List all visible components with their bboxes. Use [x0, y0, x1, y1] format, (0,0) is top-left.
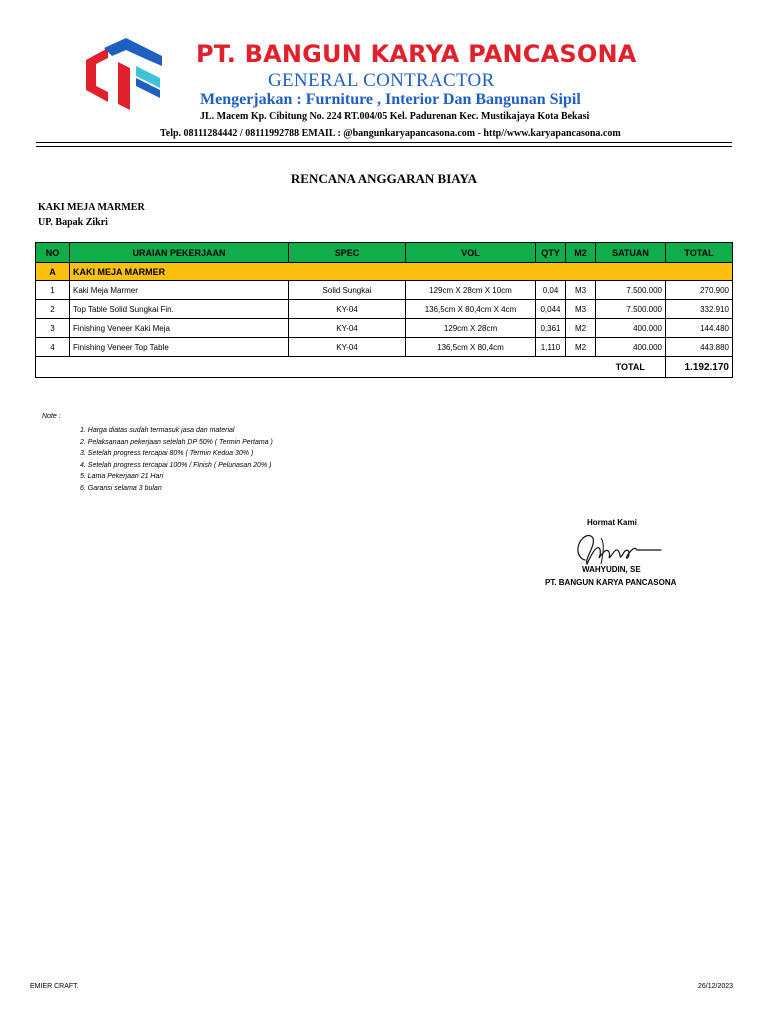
footer-date: 26/12/2023: [698, 983, 734, 990]
total-blank: [36, 357, 566, 378]
footer-brand: EMIER CRAFT.: [30, 983, 79, 990]
cell-total: 443.880: [666, 338, 733, 357]
total-spacer: [566, 357, 596, 378]
cell-unit: M2: [566, 319, 596, 338]
cell-unit: M2: [566, 338, 596, 357]
section-code: A: [36, 263, 70, 281]
recipient: UP. Bapak Zikri: [38, 217, 108, 228]
header-unit: M2: [566, 243, 596, 263]
cell-qty: 1,110: [536, 338, 566, 357]
closing-text: Hormat Kami: [587, 518, 637, 527]
cell-item: Top Table Solid Sungkai Fin.: [70, 300, 289, 319]
note-item: 6. Garansi selama 3 bulan: [80, 484, 162, 492]
cell-item: Kaki Meja Marmer: [70, 281, 289, 300]
note-item: 3. Setelah progress tercapai 80% ( Termin Kedua 30% ): [80, 450, 254, 458]
section-title: KAKI MEJA MARMER: [70, 263, 733, 281]
cost-table: [35, 242, 732, 378]
header-no: NO: [36, 243, 70, 263]
company-address: JL. Macem Kp. Cibitung No. 224 RT.004/05 Kel. Padurenan Kec. Mustikajaya Kota Bekasi: [200, 111, 590, 122]
cell-total: 144.480: [666, 319, 733, 338]
signer-name: WAHYUDIN, SE: [582, 565, 641, 574]
cell-no: 2: [36, 300, 70, 319]
cell-spec: KY-04: [289, 338, 406, 357]
company-name: PT. BANGUN KARYA PANCASONA: [196, 40, 637, 68]
cell-item: Finishing Veneer Top Table: [70, 338, 289, 357]
note-item: 2. Pelaksanaan pekerjaan setelah DP 50% ( Termin Pertama ): [80, 438, 273, 446]
total-value: 1.192.170: [666, 357, 733, 378]
note-item: 5. Lama Pekerjaan 21 Hari: [80, 473, 164, 481]
header-rule: [36, 142, 732, 143]
cell-qty: 0,044: [536, 300, 566, 319]
table-row: [36, 300, 733, 319]
document-title: RENCANA ANGGARAN BIAYA: [290, 171, 478, 186]
header-total: TOTAL: [666, 243, 733, 263]
note-item: 4. Setelah progress tercapai 100% / Finish ( Pelunasan 20% ): [80, 461, 272, 469]
cell-no: 1: [36, 281, 70, 300]
cell-vol: 129cm X 28cm: [406, 319, 536, 338]
cell-unit: M3: [566, 300, 596, 319]
handwritten-signature: [571, 530, 663, 568]
note-item: 1. Harga diatas sudah termasuk jasa dan material: [80, 427, 235, 434]
table-header-row: [36, 243, 733, 263]
cell-total: 332.910: [666, 300, 733, 319]
cell-no: 4: [36, 338, 70, 357]
company-logo: [82, 38, 164, 110]
cell-vol: 129cm X 28cm X 10cm: [406, 281, 536, 300]
header-rule: [36, 146, 732, 147]
cell-spec: KY-04: [289, 319, 406, 338]
table-row: [36, 338, 733, 357]
cell-no: 3: [36, 319, 70, 338]
cell-total: 270.900: [666, 281, 733, 300]
section-row: [36, 263, 733, 281]
total-label: TOTAL: [596, 357, 666, 378]
total-row: [36, 357, 733, 378]
notes-label: Note :: [42, 413, 61, 420]
notes-list: [80, 425, 273, 495]
header-price: SATUAN: [596, 243, 666, 263]
cell-qty: 0,04: [536, 281, 566, 300]
company-services: Mengerjakan : Furniture , Interior Dan Bangunan Sipil: [200, 91, 581, 108]
header-spec: SPEC: [289, 243, 406, 263]
project-name: KAKI MEJA MARMER: [38, 202, 145, 213]
cell-item: Finishing Veneer Kaki Meja: [70, 319, 289, 338]
cell-price: 7.500.000: [596, 281, 666, 300]
signer-company: PT. BANGUN KARYA PANCASONA: [545, 578, 677, 587]
cell-price: 7.500.000: [596, 300, 666, 319]
cell-spec: Solid Sungkai: [289, 281, 406, 300]
header-vol: VOL: [406, 243, 536, 263]
table-row: [36, 281, 733, 300]
cell-unit: M3: [566, 281, 596, 300]
header-item: URAIAN PEKERJAAN: [70, 243, 289, 263]
cell-price: 400.000: [596, 319, 666, 338]
cell-qty: 0,361: [536, 319, 566, 338]
company-contact: Telp. 08111284442 / 08111992788 EMAIL : @bangunkaryapancasona.com - http//www.karyapancasona.com: [160, 128, 621, 139]
cell-vol: 136,5cm X 80,4cm X 4cm: [406, 300, 536, 319]
table-row: [36, 319, 733, 338]
header-qty: QTY: [536, 243, 566, 263]
cell-price: 400.000: [596, 338, 666, 357]
cell-spec: KY-04: [289, 300, 406, 319]
company-type: GENERAL CONTRACTOR: [268, 70, 495, 91]
cell-vol: 136,5cm X 80,4cm: [406, 338, 536, 357]
